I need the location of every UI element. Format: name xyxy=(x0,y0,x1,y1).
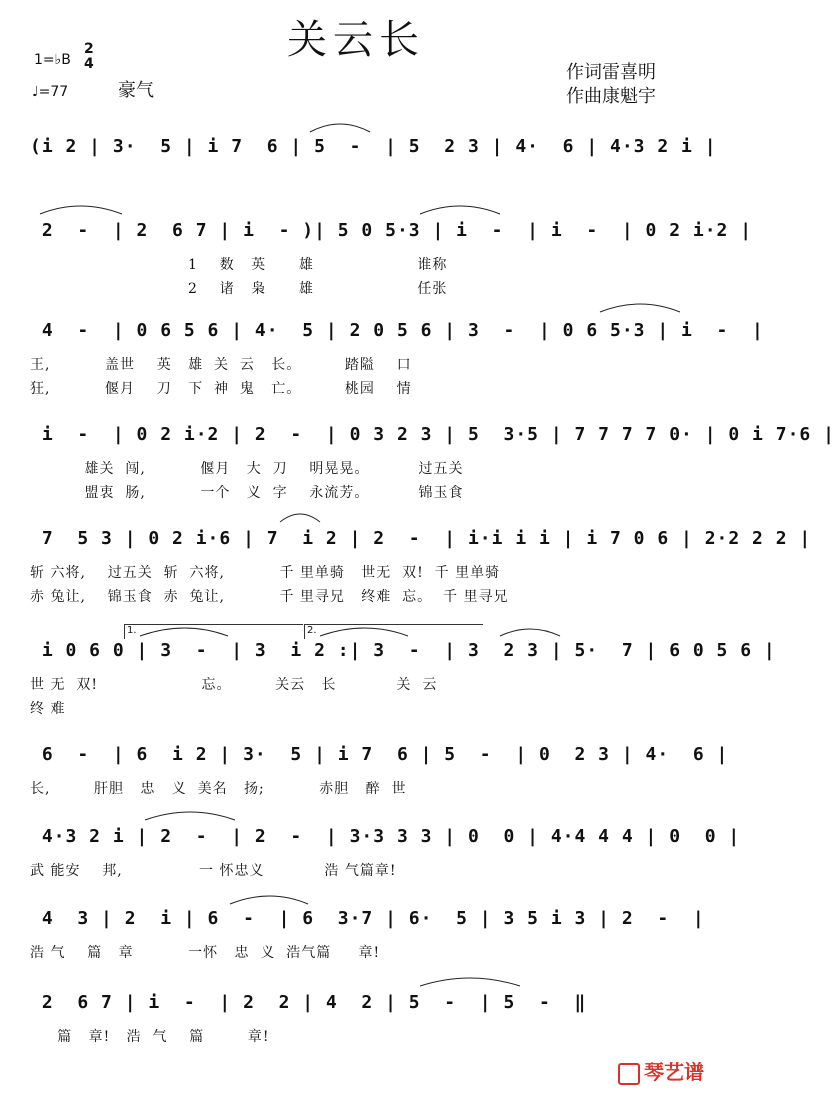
meter-bottom: 4 xyxy=(84,56,94,72)
slur-mark xyxy=(280,514,320,522)
song-title: 关云长 xyxy=(287,17,425,63)
lyric-verse-2: 盟衷 肠, 一个 义 字 永流芳。 锦玉食 xyxy=(30,485,464,501)
slur-mark xyxy=(145,812,235,820)
slur-mark xyxy=(40,206,122,214)
notation-line: i 0 6 0 | 3 - | 3 i 2 :| 3 - | 3 2 3 | 5· 7 | 6 0 5 6 | xyxy=(30,640,776,661)
notation-line: 7 5 3 | 0 2 i·6 | 7 i 2 | 2 - | i·i i i | i 7 0 6 | 2·2 2 2 | xyxy=(30,528,812,549)
lyric-verse-1: 斩 六将, 过五关 斩 六将, 千 里单骑 世无 双! 千 里单骑 xyxy=(30,565,501,581)
volta-second-ending: 2. xyxy=(304,624,483,639)
meter-top: 2 xyxy=(84,41,94,57)
watermark-text: 琴艺谱 xyxy=(644,1060,704,1084)
lyric-verse-1: 雄关 闯, 偃月 大 刀 明晃晃。 过五关 xyxy=(30,461,464,477)
volta-first-ending: 1. xyxy=(124,624,303,639)
notation-line: (i 2 | 3· 5 | i 7 6 | 5 - | 5 2 3 | 4· 6 | 4·3 2 i | xyxy=(30,136,717,157)
lyric-verse-2: 赤 兔让, 锦玉食 赤 兔让, 千 里寻兄 终难 忘。 千 里寻兄 xyxy=(30,589,509,605)
lyric-verse-2: 终 难 xyxy=(30,701,66,717)
lyric-verse-1: 篇 章! 浩 气 篇 章! xyxy=(30,1029,270,1045)
notation-line: 6 - | 6 i 2 | 3· 5 | i 7 6 | 5 - | 0 2 3 | 4· 6 | xyxy=(30,744,729,765)
lyric-verse-1: 王, 盖世 英 雄 关 云 长。 踏隘 口 xyxy=(30,357,412,373)
notation-line: i - | 0 2 i·2 | 2 - | 0 3 2 3 | 5 3·5 | 7 7 7 7 0· | 0 i 7·6 | xyxy=(30,424,835,445)
slur-mark xyxy=(420,978,520,986)
lyric-verse-1: 世 无 双! 忘。 关云 长 关 云 xyxy=(30,677,438,693)
lyric-verse-2: 2 诸 枭 雄 任张 xyxy=(30,281,448,297)
watermark-logo xyxy=(618,1056,704,1085)
lyric-verse-1: 1 数 英 雄 谁称 xyxy=(30,257,448,273)
key-signature: 1=♭B xyxy=(34,52,71,68)
lyric-verse-1: 武 能安 邦, 一 怀忠义 浩 气篇章! xyxy=(30,863,397,879)
slur-mark xyxy=(420,206,500,214)
lyric-verse-2: 狂, 偃月 刀 下 神 鬼 亡。 桃园 情 xyxy=(30,381,412,397)
notation-line: 2 - | 2 6 7 | i - )| 5 0 5·3 | i - | i - | 0 2 i·2 | xyxy=(30,220,753,241)
lyric-verse-1: 浩 气 篇 章 一怀 忠 义 浩气篇 章! xyxy=(30,945,381,961)
slur-mark xyxy=(230,896,308,904)
slur-mark xyxy=(500,629,560,636)
slur-mark xyxy=(600,304,680,312)
notation-line: 4 3 | 2 i | 6 - | 6 3·7 | 6· 5 | 3 5 i 3 | 2 - | xyxy=(30,908,705,929)
lyricist-credit: 作词雷喜明 xyxy=(566,62,656,83)
slur-mark xyxy=(310,124,370,132)
time-signature xyxy=(84,42,94,72)
lyric-verse-1: 长, 肝胆 忠 义 美名 扬; 赤胆 醉 世 xyxy=(30,781,407,797)
tempo-marking: ♩=77 xyxy=(32,84,69,100)
notation-line: 4·3 2 i | 2 - | 2 - | 3·3 3 3 | 0 0 | 4·4 4 4 | 0 0 | xyxy=(30,826,741,847)
notation-line: 4 - | 0 6 5 6 | 4· 5 | 2 0 5 6 | 3 - | 0 6 5·3 | i - | xyxy=(30,320,764,341)
notation-line: 2 6 7 | i - | 2 2 | 4 2 | 5 - | 5 - ‖ xyxy=(30,992,587,1013)
logo-icon xyxy=(618,1063,640,1085)
expression-marking: 豪气 xyxy=(118,80,154,101)
composer-credit: 作曲康魁宇 xyxy=(566,86,656,107)
